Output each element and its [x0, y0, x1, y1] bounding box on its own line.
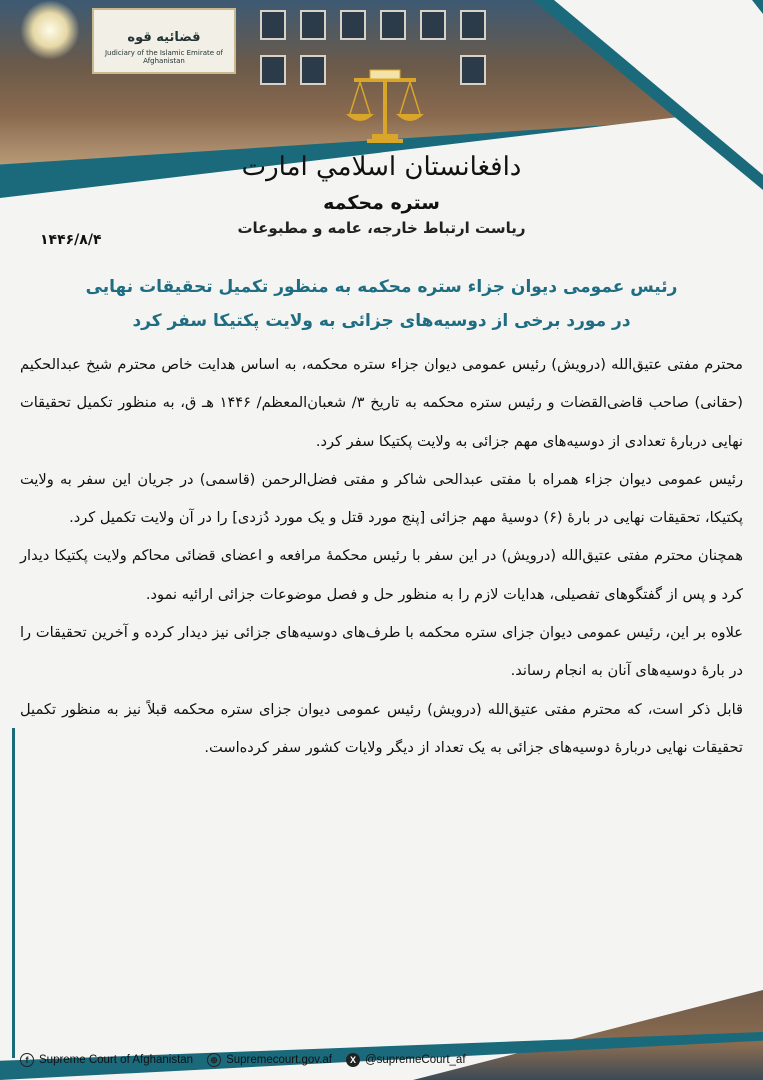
window — [260, 10, 286, 40]
article-title — [40, 270, 723, 338]
court-title: ستره محکمه — [323, 192, 440, 214]
date: ۱۴۴۶/۸/۴ — [40, 232, 102, 248]
facebook-icon: f — [20, 1053, 34, 1067]
side-accent-bar — [12, 728, 15, 1058]
building-sign-text: قضائیه قوه — [127, 30, 201, 45]
paragraph: علاوه بر این، رئیس عمومی دیوان جزای ستره محکمه با طرف‌های دوسیه‌های جزائی نیز دیدار کرده و آخرین تحقیقات را در بارهٔ دوسیه‌های آنان به انجام رساند. — [20, 624, 743, 680]
window — [460, 10, 486, 40]
website-link[interactable] — [207, 1053, 332, 1067]
building-sign-subtext: Judiciary of the Islamic Emirate of Afghanistan — [104, 49, 224, 65]
window — [300, 55, 326, 85]
emirate-title: دافغانستان اسلامي امارت — [241, 152, 522, 182]
paragraph: همچنان محترم مفتی عتیق‌الله (درویش) در این سفر با رئیس محکمهٔ مرافعه و اعضای قضائی محاکم ولایت پکتیکا دیدار کرد و پس از گفتگوهای تفصیلی، هدایات لازم را به منظور حل و فصل موضوعات جزائی ارائیه نمود. — [20, 547, 743, 603]
building-sign — [92, 8, 236, 74]
x-icon: X — [346, 1053, 360, 1067]
article-body — [20, 346, 743, 767]
website-label: Supremecourt.gov.af — [226, 1054, 332, 1066]
scales-of-justice-icon — [340, 62, 430, 152]
x-label: @supremeCourt_af — [364, 1054, 466, 1066]
facebook-label: Supreme Court of Afghanistan — [39, 1054, 194, 1066]
window — [420, 10, 446, 40]
window — [460, 55, 486, 85]
street-lamp — [20, 0, 80, 60]
footer — [20, 1050, 466, 1070]
article-title-line2: در مورد برخی از دوسیه‌های جزائی به ولایت پکتیکا سفر کرد — [132, 311, 631, 331]
window — [380, 10, 406, 40]
paragraph: محترم مفتی عتیق‌الله (درویش) رئیس عمومی دیوان جزاء ستره محکمه، به اساس هدایت خاص محترم شیخ عبدالحکیم (حقانی) صاحب قاضی‌القضات و رئیس ستره محکمه به تاریخ ۳/ شعبان‌المعظم/ ۱۴۴۶ هـ ق، به منظور تکمیل تحقیقات نهایی دربارهٔ تعدادی از دوسیه‌های مهم جزائی به ولایت پکتیکا سفر کرد. — [20, 356, 743, 450]
globe-icon: ⊕ — [207, 1053, 221, 1067]
window — [340, 10, 366, 40]
window — [260, 55, 286, 85]
window — [300, 10, 326, 40]
x-link[interactable] — [346, 1053, 466, 1067]
facebook-link[interactable] — [20, 1053, 193, 1067]
paragraph: رئیس عمومی دیوان جزاء همراه با مفتی عبدالحی شاکر و مفتی فضل‌الرحمن (قاسمی) در جریان این سفر به ولایت پکتیکا، تحقیقات نهایی در بارهٔ (۶) دوسیهٔ مهم جزائی [پنج مورد قتل و یک مورد دُزدی] را در آن ولایت تکمیل کرد. — [20, 470, 743, 527]
office-title: ریاست ارتباط خارجه، عامه و مطبوعات — [237, 219, 526, 237]
article-title-line1: رئیس عمومی دیوان جزاء ستره محکمه به منظور تکمیل تحقیقات نهایی — [85, 277, 678, 297]
paragraph: قابل ذکر است، که محترم مفتی عتیق‌الله (درویش) رئیس عمومی دیوان جزای ستره محکمه قبلاً نیز به منظور تکمیل تحقیقات نهایی دربارهٔ دوسیه‌های جزائی به یک تعداد از دیگر ولایات کشور سفر کرده‌است. — [20, 700, 743, 756]
